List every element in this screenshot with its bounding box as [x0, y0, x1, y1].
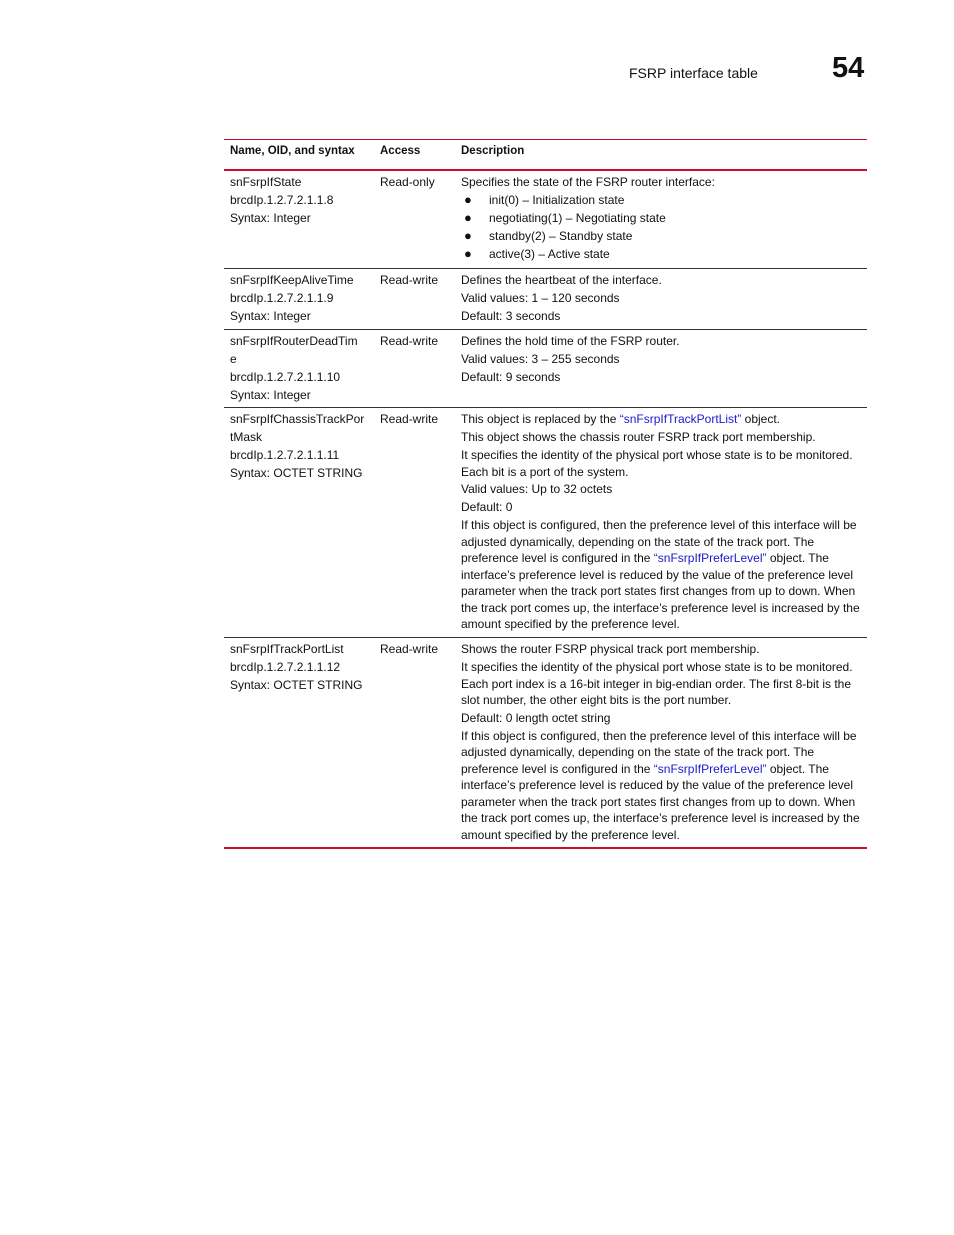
object-name: snFsrpIfTrackPortList — [230, 642, 344, 656]
access-cell: Read-write — [380, 334, 439, 348]
description-cell — [461, 271, 863, 325]
description-text: Defines the hold time of the FSRP router. — [461, 334, 680, 348]
bullet-icon: ● — [464, 210, 472, 225]
text-fragment: object. The interface’s preference level is reduced by the value of the preference level parameter when the track port states first changes from up to down. When the track port comes up, the interface’s preference level is increased by the amount specified by the preference level. — [461, 551, 860, 631]
text-fragment: If this object is configured, then the preference level of this interface will be adjusted dynamically, depending on the state of the track port. The preference level is configured in the — [461, 518, 857, 565]
list-item-text: standby(2) – Standby state — [489, 229, 633, 243]
description-paragraph: It specifies the identity of the physical port whose state is to be monitored. Each port index is a 16-bit integer in big-endian order. The first 8-bit is the slot number, the other eight bits is the port number. — [461, 660, 853, 707]
object-name-continued: tMask — [230, 430, 263, 444]
cross-reference-link[interactable]: “snFsrpIfTrackPortList” — [619, 412, 742, 426]
list-item-text: active(3) – Active state — [489, 247, 610, 261]
text-fragment: object. — [741, 412, 781, 426]
table-row — [224, 330, 867, 408]
object-name-cell — [230, 271, 370, 325]
chapter-number: 54 — [832, 52, 865, 84]
text-fragment: object. The interface’s preference level is reduced by the value of the preference level parameter when the track port states first changes from up to down. When the track port comes up, the interface’s preference level is increased by the amount specified by the preference level. — [461, 761, 860, 842]
object-name-cell — [230, 410, 370, 482]
description-paragraph — [461, 517, 863, 633]
column-header-description: Description — [461, 145, 525, 157]
default-value: Default: 0 — [461, 500, 513, 514]
column-header-name: Name, OID, and syntax — [230, 145, 355, 157]
object-oid: brcdIp.1.2.7.2.1.1.12 — [230, 660, 341, 674]
column-header-access: Access — [380, 145, 421, 157]
object-name: snFsrpIfKeepAliveTime — [230, 273, 354, 287]
default-value: Default: 3 seconds — [461, 309, 561, 323]
text-fragment: This object is replaced by the — [461, 412, 620, 426]
cross-reference-link[interactable]: “snFsrpIfPreferLevel” — [653, 551, 767, 565]
list-item — [461, 245, 863, 263]
object-oid: brcdIp.1.2.7.2.1.1.8 — [230, 193, 334, 207]
table-row — [224, 408, 867, 638]
description-cell — [461, 410, 863, 633]
object-name: snFsrpIfState — [230, 175, 302, 189]
description-paragraph — [461, 410, 863, 428]
bullet-icon: ● — [464, 246, 472, 261]
bullet-icon: ● — [464, 192, 472, 207]
description-cell — [461, 173, 863, 263]
object-oid: brcdIp.1.2.7.2.1.1.11 — [230, 448, 340, 462]
object-syntax: Syntax: OCTET STRING — [230, 678, 363, 692]
access-cell: Read-write — [380, 412, 439, 426]
bullet-icon: ● — [464, 228, 472, 243]
access-cell: Read-only — [380, 175, 435, 189]
default-value: Default: 9 seconds — [461, 370, 561, 384]
table-header — [224, 140, 867, 171]
list-item-text: negotiating(1) – Negotiating state — [489, 211, 666, 225]
object-name: snFsrpIfChassisTrackPor — [230, 412, 365, 426]
description-paragraph: This object shows the chassis router FSRP track port membership. — [461, 430, 816, 444]
list-item — [461, 209, 863, 227]
object-oid: brcdIp.1.2.7.2.1.1.9 — [230, 291, 334, 305]
description-paragraph: It specifies the identity of the physical port whose state is to be monitored. Each bit is a port of the system. — [461, 448, 853, 479]
description-paragraph: Shows the router FSRP physical track port membership. — [461, 642, 760, 656]
valid-values: Valid values: 1 – 120 seconds — [461, 291, 620, 305]
object-syntax: Syntax: OCTET STRING — [230, 466, 363, 480]
object-syntax: Syntax: Integer — [230, 211, 311, 225]
cross-reference-link[interactable]: “snFsrpIfPreferLevel” — [653, 761, 767, 776]
description-text: Specifies the state of the FSRP router interface: — [461, 175, 715, 189]
object-name-continued: e — [230, 352, 237, 366]
list-item — [461, 191, 863, 209]
description-cell — [461, 332, 863, 386]
text-fragment: If this object is configured, then the preference level of this interface will be adjusted dynamically, depending on the state of the track port. The preference level is configured in the — [461, 728, 857, 776]
object-name: snFsrpIfRouterDeadTim — [230, 334, 358, 348]
table-row — [224, 638, 867, 849]
access-cell: Read-write — [380, 273, 439, 287]
access-cell: Read-write — [380, 642, 439, 656]
description-cell — [461, 640, 863, 843]
mib-table — [224, 139, 867, 849]
object-syntax: Syntax: Integer — [230, 309, 311, 323]
table-row — [224, 269, 867, 330]
object-name-cell — [230, 640, 370, 694]
list-item — [461, 227, 863, 245]
valid-values: Valid values: Up to 32 octets — [461, 482, 613, 496]
section-title: FSRP interface table — [629, 65, 758, 81]
object-oid: brcdIp.1.2.7.2.1.1.10 — [230, 370, 341, 384]
valid-values: Valid values: 3 – 255 seconds — [461, 352, 620, 366]
description-text: Defines the heartbeat of the interface. — [461, 273, 662, 287]
list-item-text: init(0) – Initialization state — [489, 193, 625, 207]
table-row — [224, 171, 867, 269]
object-name-cell — [230, 332, 370, 404]
object-name-cell — [230, 173, 370, 227]
default-value: Default: 0 length octet string — [461, 710, 611, 725]
object-syntax: Syntax: Integer — [230, 388, 311, 402]
description-paragraph — [461, 728, 863, 844]
